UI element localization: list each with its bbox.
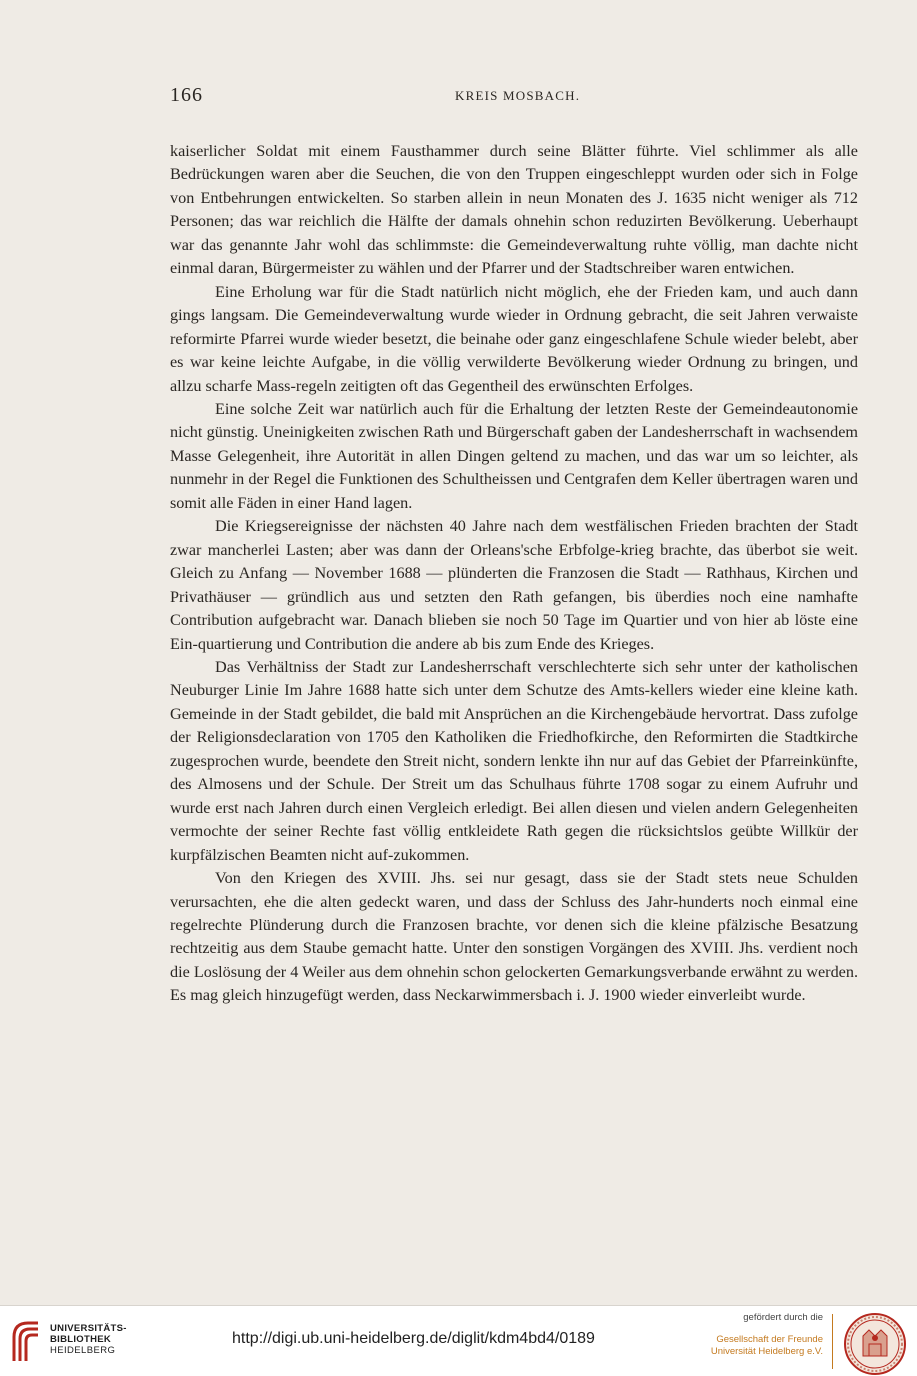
sponsor-credit: [683, 1312, 823, 1358]
footer-bar: [0, 1305, 917, 1376]
sponsor-label: gefördert durch die: [743, 1312, 823, 1323]
library-name-line-1: UNIVERSITÄTS-: [50, 1323, 127, 1334]
paragraph-2: Eine Erholung war für die Stadt natürlich nicht möglich, ehe der Frieden kam, und auch dann gings langsam. Die Gemeindeverwaltung wurde wieder in Ordnung gebracht, die seit Jahren verwaiste reformirte Pfarrei wurde wieder besetzt, die beinahe oder ganz eingeschlafene Schule wieder belebt, aber es war keine leichte Aufgabe, in die völlig verwilderte Bevölkerung wieder Ordnung zu bringen, und allzu scharfe Mass-regeln zeitigten oft das Gegentheil des erwünschten Erfolges.: [170, 282, 858, 395]
library-name-line-2: BIBLIOTHEK: [50, 1334, 112, 1345]
permalink-url[interactable]: http://digi.ub.uni-heidelberg.de/diglit/kdm4bd4/0189: [232, 1330, 595, 1347]
library-name-line-3: HEIDELBERG: [50, 1345, 116, 1356]
sponsor-divider: [832, 1314, 833, 1369]
running-title: KREIS MOSBACH.: [455, 88, 581, 103]
paragraph-1: kaiserlicher Soldat mit einem Fausthammer durch seine Blätter führte. Viel schlimmer als alle Bedrückungen waren aber die Seuchen, die von den Truppen eingeschleppt wurden oder sich in Folge von Entbehrungen entwickelten. So starben allein in neun Monaten des J. 1635 nicht weniger als 712 Personen; das war reichlich die Hälfte der damals ohnehin schon reduzirten Bevölkerung. Ueberhaupt war das genannte Jahr wohl das schlimmste: die Gemeindeverwaltung ruhte völlig, man dachte nicht einmal daran, Bürgermeister zu wählen und der Pfarrer und der Stadtschreiber waren entwichen.: [170, 142, 858, 278]
body-text: [170, 140, 858, 1008]
paragraph-6: Von den Kriegen des XVIII. Jhs. sei nur gesagt, dass sie der Stadt stets neue Schulden verursachten, ehe die alten gedeckt waren, und dass der Schluss des Jahr-hunderts noch einmal eine regelrechte Plünderung durch die Franzosen brachte, vor denen sich die kleine pfälzische Besatzung rechtzeitig aus dem Staube gemacht hatte. Unter den sonstigen Vorgängen des XVIII. Jhs. verdient noch die Loslösung der 4 Weiler aus dem ohnehin schon gelockerten Gemarkungsverbande erwähnt zu werden. Es mag gleich hinzugefügt werden, dass Neckarwimmersbach i. J. 1900 wieder einverleibt wurde.: [170, 869, 858, 1005]
paragraph-3: Eine solche Zeit war natürlich auch für die Erhaltung der letzten Reste der Gemeindeautonomie nicht günstig. Uneinigkeiten zwischen Rath und Bürgerschaft gaben der Landesherrschaft in wachsendem Masse Gelegenheit, ihre Autorität in allen Dingen geltend zu machen, und das war um so leichter, als nunmehr in der Regel die Funktionen des Schultheissen und Centgrafen dem Keller übertragen waren und somit alle Fäden in einer Hand lagen.: [170, 399, 858, 512]
university-library-logo-icon: [8, 1317, 44, 1365]
sponsor-organization: [683, 1334, 823, 1358]
sponsor-org-line-2: Universität Heidelberg e.V.: [710, 1346, 823, 1357]
page-number: 166: [170, 84, 203, 106]
paragraph-4: Die Kriegsereignisse der nächsten 40 Jahre nach dem westfälischen Frieden brachten der Stadt zwar mancherlei Lasten; aber was dann der Orleans'sche Erbfolge-krieg brachte, das überbot sie weit. Gleich zu Anfang — November 1688 — plünderten die Franzosen die Stadt — Rathhaus, Kirchen und Privathäuser — gründlich aus und setzten den Rath gefangen, bis überdies noch eine namhafte Contribution aufgebracht war. Danach blieben sie noch 50 Tage im Quartier und von hier ab löste eine Ein-quartierung und Contribution die andere ab bis zum Ende des Krieges.: [170, 517, 858, 653]
running-header: [170, 84, 860, 112]
sponsor-org-line-1: Gesellschaft der Freunde: [716, 1334, 823, 1345]
paragraph-5: Das Verhältniss der Stadt zur Landesherrschaft verschlechterte sich sehr unter der katholischen Neuburger Linie Im Jahre 1688 hatte sich unter dem Schutze des Amts-kellers wieder eine kleine kath. Gemeinde in der Stadt gebildet, die bald mit Ansprüchen an die Kirchengebäude hervortrat. Dass zufolge der Religionsdeclaration von 1705 den Katholiken die Friedhofkirche, den Reformirten die Stadtkirche zugesprochen wurde, beendete den Streit nicht, sondern lenkte ihn nur auf das Gebiet der Pfarreinkünfte, des Almosens und der Schule. Der Streit um das Schulhaus führte 1708 sogar zu einem Aufruhr und wurde erst nach Jahren durch einen Vergleich erledigt. Bei allen diesen und vielen andern Gelegenheiten vermochte der seiner Rechte fast völlig entkleidete Rath gegen die rücksichtslos geübte Willkür der kurpfälzischen Beamten nicht auf-zukommen.: [170, 657, 858, 864]
university-library-name: [50, 1323, 127, 1356]
university-seal-icon: [843, 1312, 907, 1376]
